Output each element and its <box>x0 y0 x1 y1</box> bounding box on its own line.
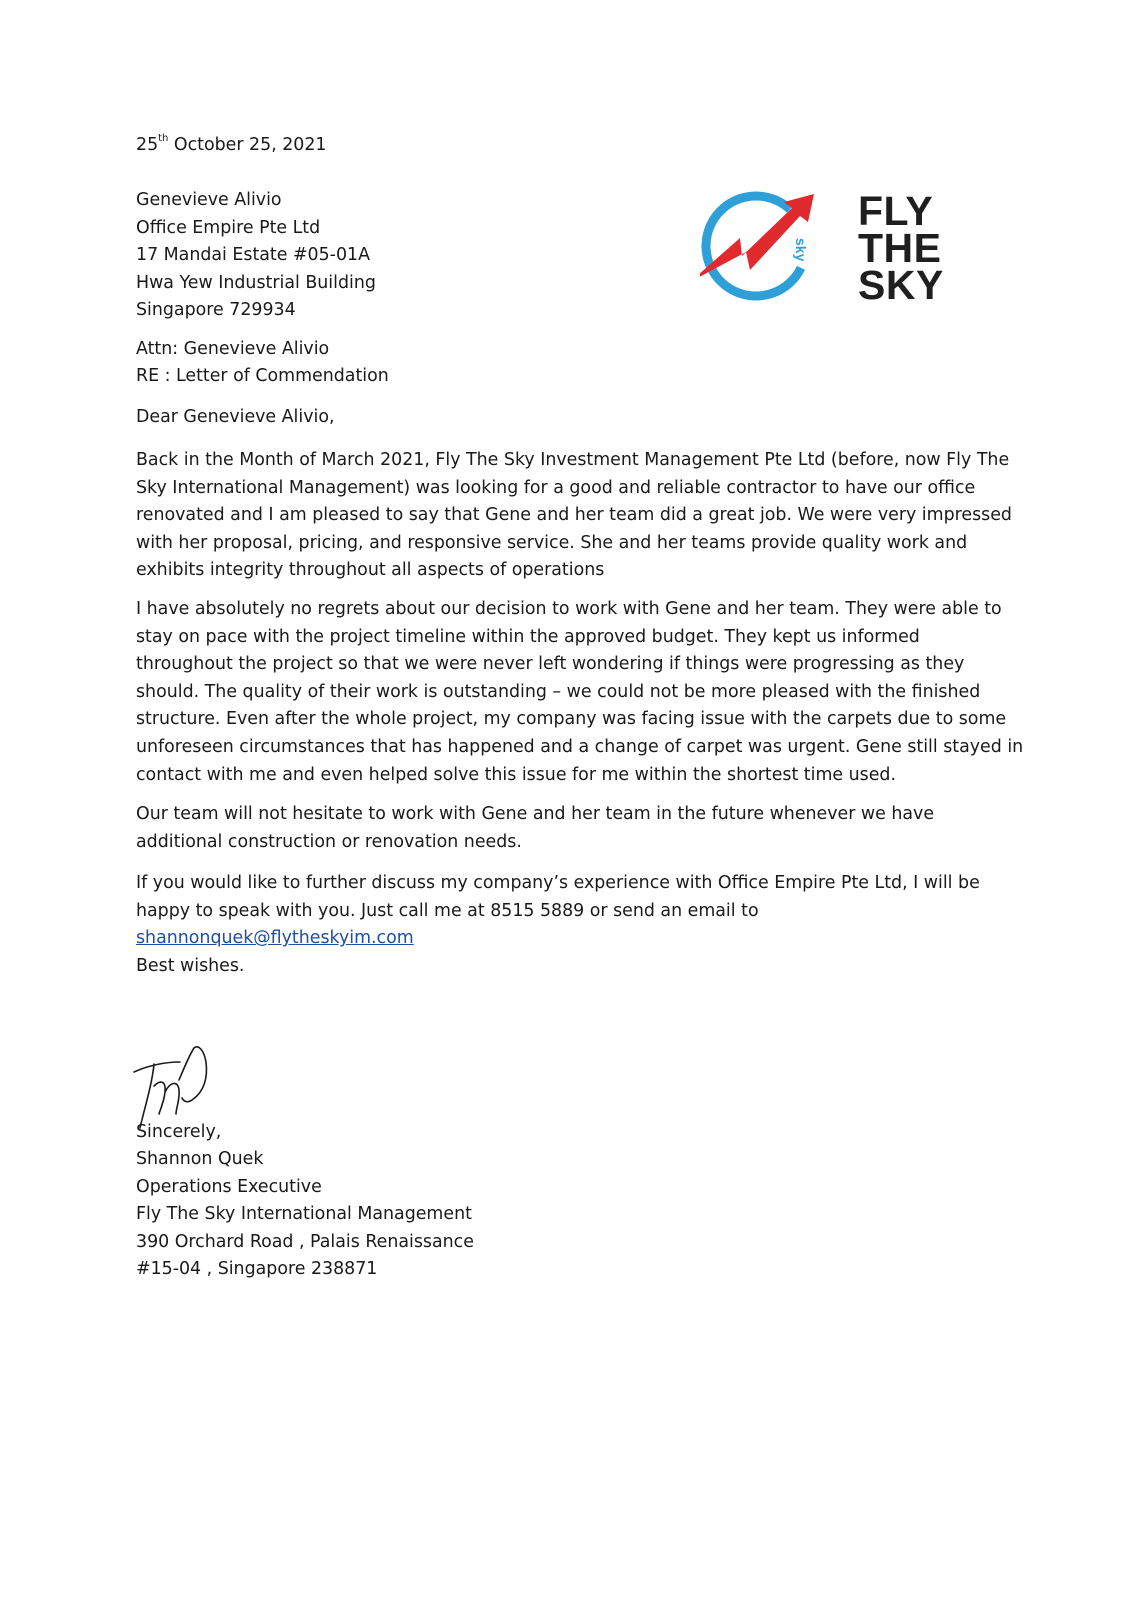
recipient-building: Hwa Yew Industrial Building <box>136 272 376 293</box>
letter-date: 25th October 25, 2021 <box>136 133 327 155</box>
paragraph-line: structure. Even after the whole project, my company was facing issue with the carpets due to some <box>136 709 1007 730</box>
paragraph-line: exhibits integrity throughout all aspects of operations <box>136 560 605 581</box>
paragraph-line: renovated and I am pleased to say that Gene and her team did a great job. We were very impressed <box>136 505 1012 526</box>
recipient-city: Singapore 729934 <box>136 300 296 321</box>
sender-street: 390 Orchard Road , Palais Renaissance <box>136 1231 474 1252</box>
paragraph-line: with her proposal, pricing, and responsive service. She and her teams provide quality work and <box>136 532 968 553</box>
recipient-name: Genevieve Alivio <box>136 190 282 210</box>
paragraph-line: I have absolutely no regrets about our decision to work with Gene and her team. They were able to <box>136 599 1002 619</box>
sender-name: Shannon Quek <box>136 1149 264 1169</box>
paragraph-line: additional construction or renovation needs. <box>136 831 522 852</box>
paragraph-line: throughout the project so that we were never left wondering if things were progressing as they <box>136 654 965 675</box>
sender-company: Fly The Sky International Management <box>136 1204 472 1225</box>
sender-signature-block <box>136 1146 474 1284</box>
paragraph-line: should. The quality of their work is outstanding – we could not be more pleased with the finished <box>136 681 981 702</box>
paragraph-line: If you would like to further discuss my company’s experience with Office Empire Pte Ltd, I will be <box>136 873 980 893</box>
email-link[interactable]: shannonquek@flytheskyim.com <box>136 928 414 949</box>
logo-wordmark <box>858 188 944 308</box>
paragraph-line: Sky International Management) was looking for a good and reliable contractor to have our office <box>136 477 976 498</box>
sender-title: Operations Executive <box>136 1176 322 1197</box>
re-line: RE : Letter of Commendation <box>136 366 389 386</box>
best-wishes: Best wishes. <box>136 955 245 976</box>
paragraph-line: stay on pace with the project timeline within the approved budget. They kept us informed <box>136 626 920 647</box>
paragraph-2 <box>136 596 1024 789</box>
paragraph-line: happy to speak with you. Just call me at 8515 5889 or send an email to <box>136 900 759 921</box>
paragraph-1 <box>136 447 1012 585</box>
paragraph-3 <box>136 801 996 856</box>
attn-line: Attn: Genevieve Alivio <box>136 339 330 359</box>
recipient-street: 17 Mandai Estate #05-01A <box>136 245 370 266</box>
logo-line-sky: SKY <box>858 262 944 308</box>
paragraph-line: unforeseen circumstances that has happened and a change of carpet was urgent. Gene still stayed in <box>136 736 1024 757</box>
logo-line-fly: FLY <box>858 188 934 234</box>
paragraph-line: Our team will not hesitate to work with Gene and her team in the future whenever we have <box>136 804 935 824</box>
paragraph-line: contact with me and even helped solve this issue for me within the shortest time used. <box>136 764 896 785</box>
paragraph-4 <box>136 870 996 980</box>
logo-ring-word: sky <box>793 238 809 262</box>
sender-city: #15-04 , Singapore 238871 <box>136 1259 378 1280</box>
paragraph-line: Back in the Month of March 2021, Fly The Sky Investment Management Pte Ltd (before, now Fly The <box>136 450 1010 470</box>
salutation: Dear Genevieve Alivio, <box>136 407 335 427</box>
recipient-address <box>136 187 376 325</box>
logo-line-the: THE <box>858 225 942 271</box>
recipient-company: Office Empire Pte Ltd <box>136 217 321 238</box>
closing: Sincerely, <box>136 1122 222 1142</box>
